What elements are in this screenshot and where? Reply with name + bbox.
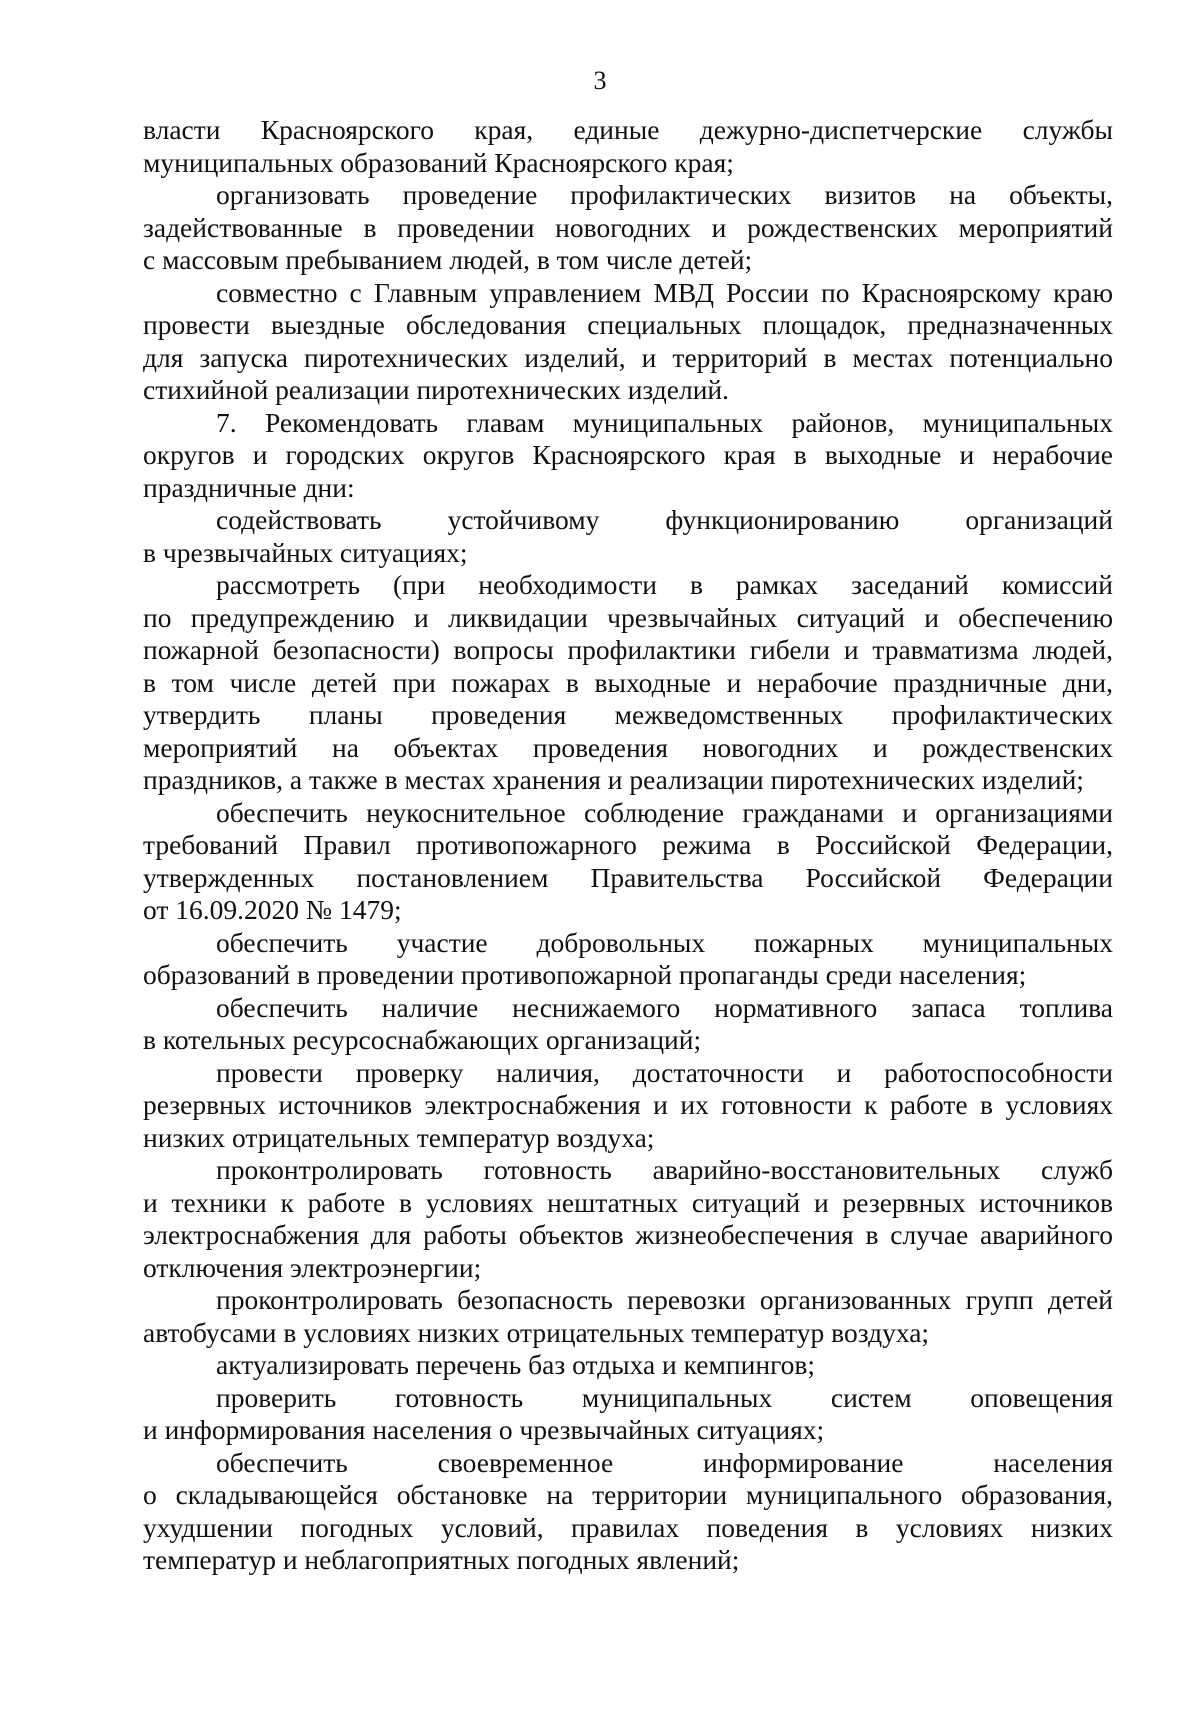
text-line: рассмотреть (при необходимости в рамках заседаний комиссий	[216, 569, 1113, 600]
text-line: организовать проведение профилактических визитов на объекты,	[216, 179, 1113, 210]
text-line: провести выездные обследования специальных площадок, предназначенных	[143, 309, 1113, 340]
text-line: утвердить планы проведения межведомственных профилактических	[143, 699, 1113, 730]
text-line: мероприятий на объектах проведения новогодних и рождественских	[143, 731, 1113, 763]
paragraph	[143, 569, 1113, 797]
text-line: задействованные в проведении новогодних и рождественских мероприятий	[143, 211, 1113, 243]
text-line: власти Красноярского края, единые дежурно-диспетчерские службы	[143, 114, 1113, 145]
text-line: содействовать устойчивому функционированию организаций	[216, 504, 1113, 535]
text-line: праздников, а также в местах хранения и реализации пиротехнических изделий;	[143, 764, 1084, 795]
text-line: проконтролировать безопасность перевозки организованных групп детей	[216, 1284, 1113, 1315]
paragraph	[143, 927, 1113, 992]
text-line: 7. Рекомендовать главам муниципальных районов, муниципальных	[216, 406, 1113, 438]
text-line: электроснабжения для работы объектов жизнеобеспечения в случае аварийного	[143, 1219, 1113, 1250]
text-line: в чрезвычайных ситуациях;	[143, 536, 468, 568]
text-line: и техники к работе в условиях нештатных ситуаций и резервных источников	[143, 1186, 1113, 1218]
text-line: проверить готовность муниципальных систем оповещения	[216, 1381, 1113, 1413]
text-line: провести проверку наличия, достаточности и работоспособности	[216, 1056, 1113, 1088]
text-line: актуализировать перечень баз отдыха и кемпингов;	[216, 1349, 816, 1380]
text-line: обеспечить неукоснительное соблюдение гражданами и организациями	[216, 796, 1113, 828]
paragraph	[143, 1154, 1113, 1284]
paragraph	[143, 992, 1113, 1057]
text-line: ухудшении погодных условий, правилах поведения в условиях низких	[143, 1511, 1113, 1543]
text-line: от 16.09.2020 № 1479;	[143, 894, 402, 925]
text-line: утвержденных постановлением Правительства Российской Федерации	[143, 861, 1113, 893]
paragraph	[143, 277, 1113, 407]
text-line: низких отрицательных температур воздуха;	[143, 1121, 655, 1153]
text-line: требований Правил противопожарного режима в Российской Федерации,	[143, 829, 1113, 860]
text-line: стихийной реализации пиротехнических изделий.	[143, 374, 730, 405]
text-line: совместно с Главным управлением МВД России по Красноярскому краю	[216, 276, 1113, 308]
text-line: с массовым пребыванием людей, в том числе детей;	[143, 244, 753, 275]
page-number: 3	[593, 66, 607, 95]
text-line: округов и городских округов Красноярского края в выходные и нерабочие	[143, 439, 1113, 470]
text-line: муниципальных образований Красноярского края;	[143, 146, 734, 178]
text-line: и информирования населения о чрезвычайных ситуациях;	[143, 1414, 825, 1445]
text-line: праздничные дни:	[143, 471, 355, 503]
text-line: температур и неблагоприятных погодных явлений;	[143, 1544, 740, 1575]
text-line: обеспечить наличие неснижаемого нормативного запаса топлива	[216, 991, 1113, 1023]
text-line: о складывающейся обстановке на территории муниципального образования,	[143, 1479, 1113, 1510]
document-body	[143, 114, 1113, 1577]
paragraph	[143, 1057, 1113, 1155]
text-line: обеспечить участие добровольных пожарных муниципальных	[216, 926, 1113, 958]
paragraph	[143, 179, 1113, 277]
paragraph	[143, 1382, 1113, 1447]
paragraph	[143, 504, 1113, 569]
text-line: по предупреждению и ликвидации чрезвычайных ситуаций и обеспечению	[143, 601, 1113, 633]
paragraph	[143, 1284, 1113, 1349]
text-line: в том числе детей при пожарах в выходные и нерабочие праздничные дни,	[143, 666, 1113, 698]
text-line: в котельных ресурсоснабжающих организаций;	[143, 1024, 702, 1055]
text-line: обеспечить своевременное информирование населения	[216, 1446, 1113, 1478]
text-line: резервных источников электроснабжения и их готовности к работе в условиях	[143, 1089, 1113, 1120]
text-line: проконтролировать готовность аварийно-восстановительных служб	[216, 1154, 1113, 1185]
paragraph	[143, 1447, 1113, 1577]
text-line: пожарной безопасности) вопросы профилактики гибели и травматизма людей,	[143, 634, 1113, 665]
text-line: автобусами в условиях низких отрицательных температур воздуха;	[143, 1316, 930, 1348]
paragraph	[143, 1349, 1113, 1382]
paragraph	[143, 797, 1113, 927]
paragraph	[143, 407, 1113, 505]
paragraph	[143, 114, 1113, 179]
text-line: отключения электроэнергии;	[143, 1251, 482, 1283]
text-line: для запуска пиротехнических изделий, и территорий в местах потенциально	[143, 341, 1113, 373]
text-line: образований в проведении противопожарной пропаганды среди населения;	[143, 959, 1027, 990]
